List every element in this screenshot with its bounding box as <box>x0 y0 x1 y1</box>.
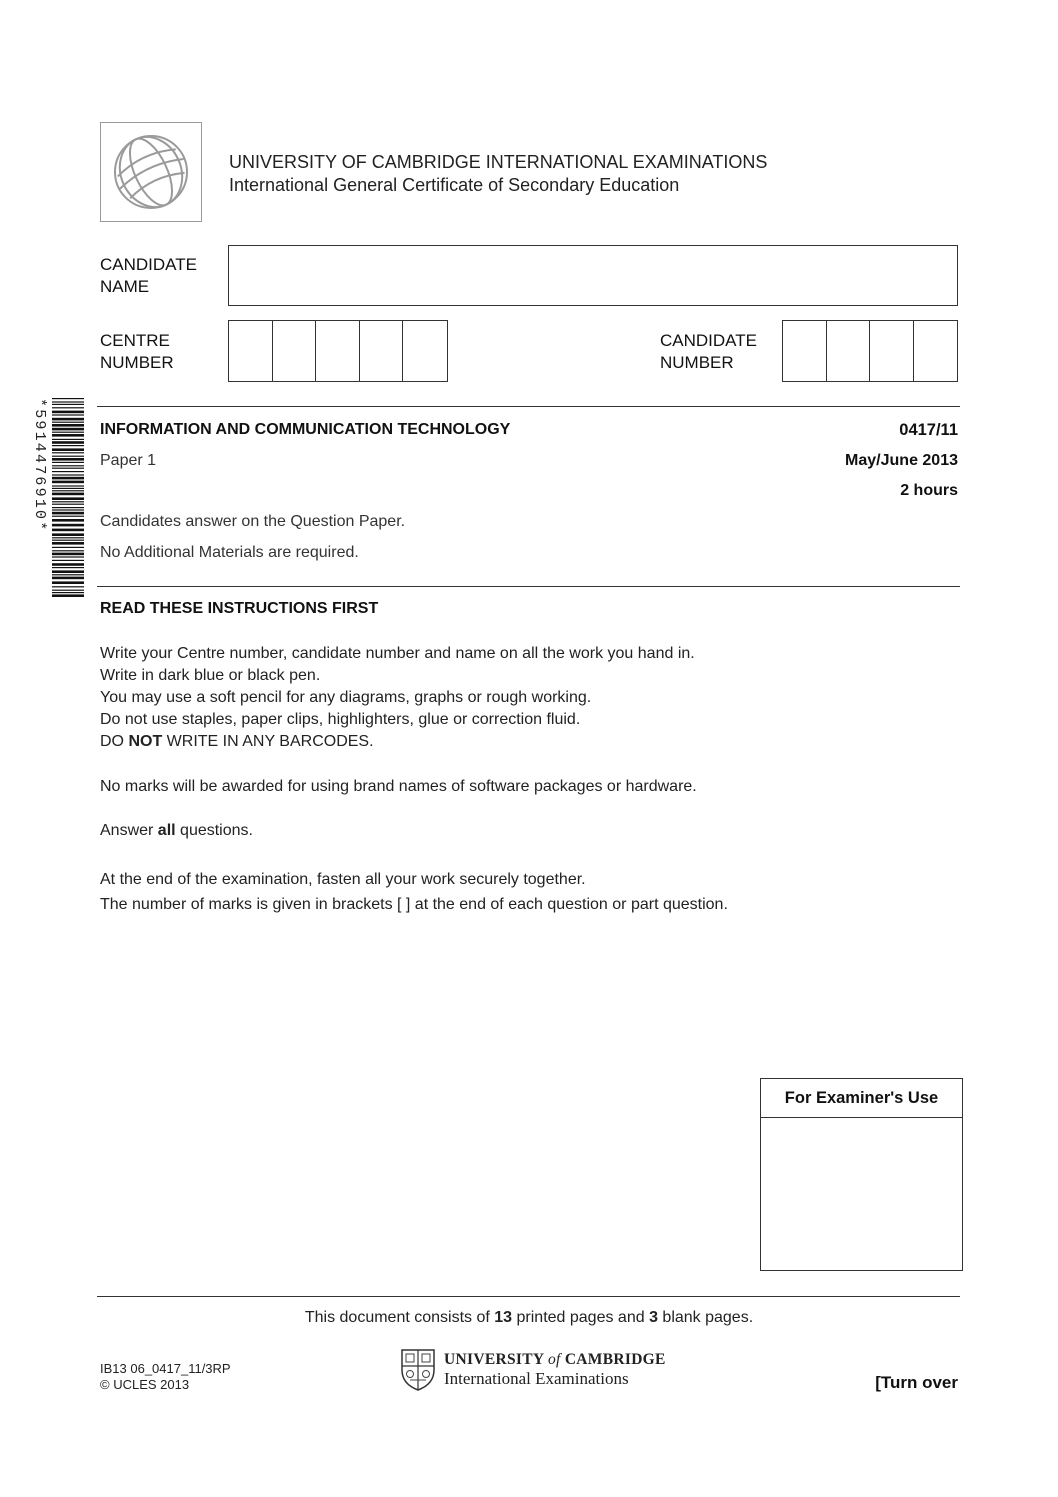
instruction-text: questions. <box>175 822 253 839</box>
footer-text: blank pages. <box>657 1309 754 1326</box>
centre-number-cell[interactable] <box>360 321 404 381</box>
end-note-2: The number of marks is given in brackets [ ] at the end of each question or part question. <box>100 896 728 913</box>
barcode-bar <box>52 445 84 446</box>
divider <box>97 586 960 587</box>
barcode-bar <box>52 567 84 568</box>
barcode-bar <box>52 547 84 548</box>
barcode-bar <box>52 488 84 489</box>
barcode-text: *5914476910* <box>31 398 48 533</box>
candidate-number-cell[interactable] <box>870 321 914 381</box>
instruction-text: DO <box>100 733 129 750</box>
candidate-name-label <box>100 254 197 298</box>
barcode-bar <box>52 540 84 541</box>
barcode-bar <box>52 493 84 496</box>
barcode-bar <box>52 524 84 527</box>
barcode-bar <box>52 465 84 466</box>
instruction-emphasis: all <box>157 822 176 839</box>
barcode-bar <box>52 434 84 437</box>
instruction-text: Answer <box>100 822 158 839</box>
org-name: UNIVERSITY OF CAMBRIDGE INTERNATIONAL EXAMINATIONS <box>229 152 768 172</box>
barcode-bar <box>52 563 84 566</box>
candidate-name-label-line1: CANDIDATE <box>100 255 197 274</box>
candidate-number-cell[interactable] <box>783 321 827 381</box>
instruction-line: Do not use staples, paper clips, highlighters, glue or correction fluid. <box>100 711 581 728</box>
divider <box>97 1296 960 1297</box>
barcode-bar <box>52 590 84 591</box>
centre-number-cell[interactable] <box>273 321 317 381</box>
wordmark-text: of <box>547 1351 561 1368</box>
instruction-line <box>100 731 695 753</box>
org-header <box>229 151 767 197</box>
end-note-1: At the end of the examination, fasten all your work securely together. <box>100 871 586 888</box>
barcode-bar <box>52 560 84 561</box>
candidate-name-label-line2: NAME <box>100 277 150 296</box>
barcode-bar <box>52 424 84 427</box>
candidate-number-cell[interactable] <box>827 321 871 381</box>
instruction-line: Write your Centre number, candidate number and name on all the work you hand in. <box>100 645 695 662</box>
candidate-number-label <box>660 330 757 374</box>
barcode-bar <box>52 456 84 457</box>
qualification-name: International General Certificate of Secondary Education <box>229 175 680 195</box>
centre-number-label <box>100 330 174 374</box>
barcode-bar <box>52 490 84 491</box>
centre-number-cell[interactable] <box>229 321 273 381</box>
barcode-bar <box>52 441 84 444</box>
centre-number-field[interactable] <box>228 320 448 382</box>
instruction-line: Write in dark blue or black pen. <box>100 667 321 684</box>
examiner-use-box <box>760 1078 963 1271</box>
barcode-bar <box>52 553 84 556</box>
paper-name: Paper 1 <box>100 452 157 469</box>
blank-pages-count: 3 <box>649 1309 658 1326</box>
barcode-bar <box>52 407 84 408</box>
barcode-bar <box>52 516 84 517</box>
barcode-bar <box>52 474 84 475</box>
barcode-bar <box>52 529 84 532</box>
document-reference <box>100 1361 231 1393</box>
instructions-list <box>100 643 695 753</box>
instruction-emphasis: NOT <box>128 733 163 750</box>
centre-number-cell[interactable] <box>316 321 360 381</box>
barcode-bar <box>52 501 84 502</box>
doc-ref: IB13 06_0417_11/3RP <box>100 1361 231 1376</box>
barcode-bar <box>52 504 84 505</box>
wordmark-line1 <box>444 1351 666 1369</box>
centre-number-label-line2: NUMBER <box>100 353 174 372</box>
barcode-bar <box>52 507 84 508</box>
barcode-bar <box>52 458 84 461</box>
wordmark-text: UNIVERSITY <box>444 1351 544 1368</box>
barcode-bar <box>52 418 84 421</box>
candidate-number-field[interactable] <box>782 320 958 382</box>
barcode-bar <box>52 570 84 573</box>
barcode-bar <box>52 485 84 486</box>
barcode-bar <box>52 452 84 453</box>
examiner-use-heading: For Examiner's Use <box>761 1079 962 1118</box>
printed-pages-count: 13 <box>494 1309 513 1326</box>
divider <box>97 406 960 407</box>
candidate-number-label-line1: CANDIDATE <box>660 331 757 350</box>
footer-university-logo <box>400 1348 666 1392</box>
barcode-bar <box>52 422 84 423</box>
header-logo <box>100 122 202 222</box>
barcode-bar <box>52 404 84 405</box>
barcode-bar <box>52 448 84 451</box>
barcode-bar <box>52 401 84 402</box>
wordmark-text: CAMBRIDGE <box>564 1351 666 1368</box>
instructions-heading: READ THESE INSTRUCTIONS FIRST <box>100 600 379 617</box>
barcode-bar <box>52 428 84 431</box>
page-count-note <box>0 1307 1058 1329</box>
answer-note: Candidates answer on the Question Paper. <box>100 513 406 530</box>
barcode-bar <box>52 398 84 399</box>
answer-all-note <box>100 820 253 842</box>
barcode-bar <box>52 468 84 469</box>
barcode-bar <box>52 542 84 545</box>
exam-session: May/June 2013 <box>845 452 958 469</box>
barcode-bar <box>52 574 84 575</box>
barcode-bar <box>52 509 84 510</box>
crest-icon <box>400 1348 436 1392</box>
barcode-bar <box>52 592 84 593</box>
globe-icon <box>111 132 191 212</box>
instruction-text: WRITE IN ANY BARCODES. <box>162 733 374 750</box>
barcode-bar <box>52 519 84 522</box>
candidate-number-label-line2: NUMBER <box>660 353 734 372</box>
barcode-bar <box>52 477 84 480</box>
candidate-number-cell[interactable] <box>914 321 957 381</box>
barcode-bar <box>52 432 84 433</box>
brand-note: No marks will be awarded for using brand names of software packages or hardware. <box>100 778 697 795</box>
barcode-bar <box>52 537 84 538</box>
barcode-bar <box>52 497 84 500</box>
barcode-bar <box>52 439 84 440</box>
instruction-line: You may use a soft pencil for any diagrams, graphs or rough working. <box>100 689 592 706</box>
barcode-bar <box>52 411 84 414</box>
university-wordmark <box>444 1351 666 1389</box>
centre-number-label-line1: CENTRE <box>100 331 170 350</box>
paper-code: 0417/11 <box>899 421 958 439</box>
barcode-bar <box>52 577 84 580</box>
barcode-bar <box>52 471 84 472</box>
barcode-bar <box>52 481 84 484</box>
barcode-bar <box>52 581 84 584</box>
barcode-bar <box>52 550 84 551</box>
barcode-bar <box>52 556 84 557</box>
barcode-bar <box>52 512 84 515</box>
barcode-bar <box>52 586 84 587</box>
copyright: © UCLES 2013 <box>100 1377 190 1392</box>
subject-title: INFORMATION AND COMMUNICATION TECHNOLOGY <box>100 421 511 438</box>
barcode-bar <box>52 414 84 415</box>
centre-number-cell[interactable] <box>403 321 447 381</box>
footer-text: printed pages and <box>512 1309 650 1326</box>
materials-note: No Additional Materials are required. <box>100 544 359 561</box>
wordmark-line2: International Examinations <box>444 1369 629 1388</box>
turn-over-note: [Turn over <box>875 1373 958 1392</box>
exam-duration: 2 hours <box>900 482 958 499</box>
barcode-bar <box>52 462 84 463</box>
candidate-name-field[interactable] <box>228 245 958 306</box>
barcode <box>31 398 86 600</box>
barcode-bar <box>52 594 84 597</box>
footer-text: This document consists of <box>304 1309 495 1326</box>
barcode-bar <box>52 533 84 536</box>
